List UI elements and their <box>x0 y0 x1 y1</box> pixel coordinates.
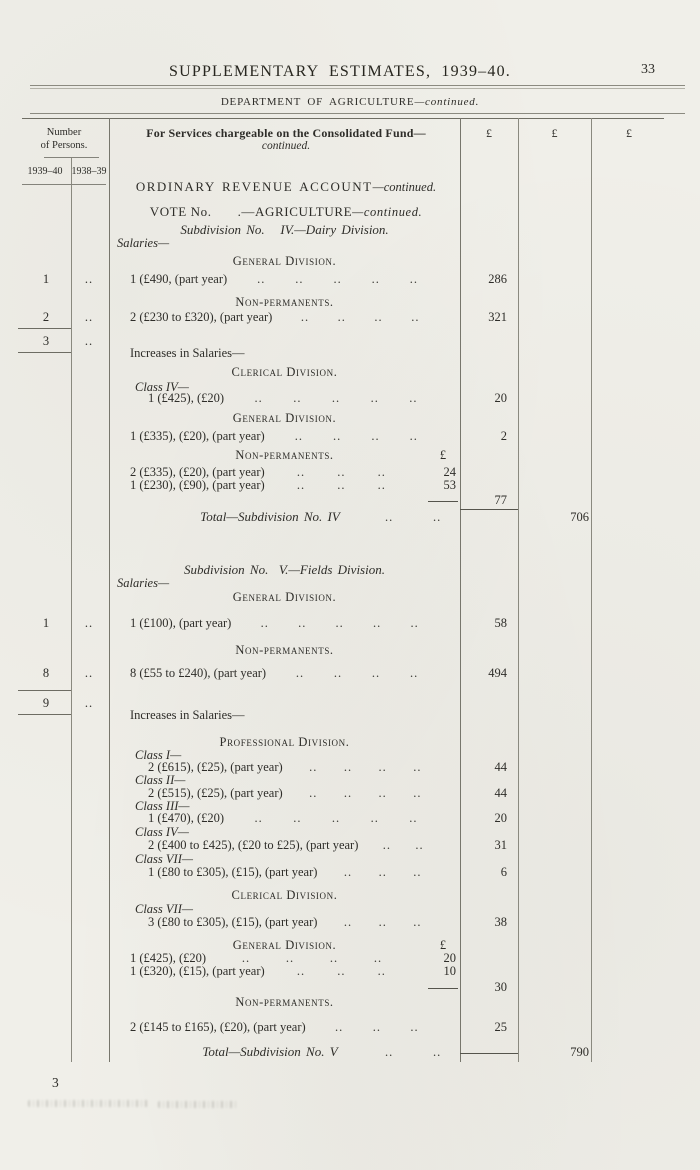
amount-col2-cell: 706 <box>570 510 589 524</box>
dot-pair: .. <box>385 510 394 524</box>
department-heading <box>0 96 700 108</box>
year-column-1939-40: 1939–40 <box>27 166 63 177</box>
inner-amount-cell: 20 <box>443 951 456 965</box>
table-row-total <box>0 510 700 524</box>
table-top-border <box>22 118 664 119</box>
dot-pair: .. <box>337 478 346 492</box>
dot-pair: .. <box>410 616 419 630</box>
dot-pair: .. <box>377 478 386 492</box>
description-text: 1 (£490, (part year) <box>130 272 228 286</box>
persons-1939-40-cell: 1 <box>42 616 50 630</box>
dot-pair: .. <box>300 310 310 324</box>
total-label: Total—Subdivision No. V <box>202 1044 338 1059</box>
description-cell <box>130 429 448 443</box>
dot-leaders <box>306 1020 448 1034</box>
amount-col1-cell: 494 <box>488 666 507 680</box>
table-row-item <box>0 429 700 443</box>
dot-pair: .. <box>433 510 442 524</box>
persons-1939-40-cell: 8 <box>42 666 50 680</box>
inner-column-sum-rule <box>428 988 458 989</box>
table-row-left-roman <box>0 346 700 360</box>
dot-pair: .. <box>378 865 387 879</box>
pound-header-col2: £ <box>551 126 558 140</box>
description-text: 1 (£320), (£15), (part year) <box>130 964 265 978</box>
ordinary-revenue-continued: —continued. <box>372 180 437 194</box>
dot-pair: .. <box>413 865 422 879</box>
description-cell <box>130 964 418 978</box>
table-row-item <box>0 310 700 324</box>
dot-pair: .. <box>293 811 302 825</box>
dot-pair: .. <box>337 964 346 978</box>
dot-pair: .. <box>370 391 379 405</box>
amount-col1-cell: 2 <box>500 429 507 443</box>
dot-pair: .. <box>343 760 353 774</box>
class-label: Class VII— <box>135 852 193 866</box>
amount-col1-cell: 38 <box>494 915 507 929</box>
description-cell <box>130 465 418 479</box>
dot-pair: .. <box>409 429 418 443</box>
amount-col1-cell: 31 <box>494 838 507 852</box>
section-label: Increases in Salaries— <box>130 708 245 722</box>
dot-pair: .. <box>241 951 251 965</box>
persons-1938-39-cell: .. <box>84 334 94 348</box>
dot-leaders <box>265 465 418 479</box>
dot-pair: .. <box>295 666 305 680</box>
dot-pair: .. <box>371 666 381 680</box>
table-row-subdiv <box>0 563 700 577</box>
table-row-item <box>0 391 700 405</box>
description-text: 8 (£55 to £240), (part year) <box>130 666 267 680</box>
dot-leaders <box>283 760 448 774</box>
dot-leaders <box>272 310 448 324</box>
table-row-innerdash <box>0 493 700 507</box>
dot-pair: .. <box>415 838 424 852</box>
dot-pair: .. <box>378 786 387 800</box>
dot-pair: .. <box>385 1045 394 1059</box>
persons-title-line1: Number <box>46 127 82 138</box>
dot-pair: .. <box>331 811 341 825</box>
persons-1939-40-cell: 9 <box>42 696 50 710</box>
table-row-left-roman <box>0 708 700 722</box>
section-label: Increases in Salaries— <box>130 346 245 360</box>
description-text: 2 (£145 to £165), (£20), (part year) <box>130 1020 306 1034</box>
class-label: Class III— <box>135 799 190 813</box>
dot-leaders <box>231 616 448 630</box>
total-label: Total—Subdivision No. IV <box>200 509 340 524</box>
table-row-item <box>0 478 700 492</box>
dot-pair: .. <box>433 1045 442 1059</box>
description-text: 3 (£80 to £305), (£15), (part year) <box>148 915 318 929</box>
dot-pair: .. <box>370 811 379 825</box>
dot-pair: .. <box>378 915 387 929</box>
ordinary-revenue-caps: ORDINARY REVENUE ACCOUNT <box>135 179 373 194</box>
dot-pair: .. <box>413 915 422 929</box>
dot-pair: .. <box>377 964 386 978</box>
showthrough-smudge-2 <box>158 1101 238 1108</box>
dot-pair: .. <box>293 391 302 405</box>
dot-leaders <box>283 786 448 800</box>
division-heading: General Division. <box>232 938 337 952</box>
description-text: 1 (£80 to £305), (£15), (part year) <box>148 865 318 879</box>
table-row-item <box>0 838 700 852</box>
class-label: Class IV— <box>135 380 189 394</box>
division-heading: Professional Division. <box>219 735 350 749</box>
dot-pair: .. <box>373 951 383 965</box>
amount-col2-cell: 790 <box>570 1045 589 1059</box>
dot-pair: .. <box>298 616 307 630</box>
dot-pair: .. <box>260 616 269 630</box>
persons-1939-40-cell: 1 <box>42 272 50 286</box>
description-text: 2 (£335), (£20), (part year) <box>130 465 265 479</box>
amount-col1-cell: 44 <box>494 760 507 774</box>
inner-amount-cell: 10 <box>443 964 456 978</box>
table-row-item <box>0 1020 700 1034</box>
dot-pair: .. <box>343 915 353 929</box>
persons-1938-39-cell: .. <box>84 310 94 324</box>
class-label: Class IV— <box>135 825 189 839</box>
dot-pair: .. <box>409 272 419 286</box>
table-row-div <box>0 448 700 462</box>
description-cell <box>148 786 448 800</box>
services-heading-line1: For Services chargeable on the Consolidated Fund— <box>146 126 426 140</box>
amount-col1-cell: 30 <box>494 980 507 994</box>
dot-pair: .. <box>413 786 422 800</box>
vote-continued: —continued. <box>352 205 423 219</box>
amount-col1-cell: 25 <box>494 1020 507 1034</box>
dot-pair: .. <box>377 465 386 479</box>
dot-leaders <box>224 811 448 825</box>
dot-pair: .. <box>254 391 263 405</box>
dot-pair: .. <box>294 429 303 443</box>
vote-number-label: VOTE No. <box>149 204 212 219</box>
table-row-total <box>0 1045 700 1059</box>
table-row-class <box>0 902 700 916</box>
table-row-item <box>0 951 700 965</box>
dot-pair: .. <box>333 272 342 286</box>
dot-pair: .. <box>343 786 353 800</box>
table-row-item <box>0 964 700 978</box>
description-cell <box>130 616 448 630</box>
description-text: 1 (£470), (£20) <box>148 811 225 825</box>
table-row-item <box>0 616 700 630</box>
subdivision-heading: Subdivision No. IV.—Dairy Division. <box>180 222 389 237</box>
table-row-item <box>0 865 700 879</box>
vote-agriculture: .—AGRICULTURE <box>237 204 353 219</box>
dot-pair: .. <box>337 310 346 324</box>
description-cell <box>148 915 448 929</box>
table-row-div <box>0 590 700 604</box>
class-label: Class VII— <box>135 902 193 916</box>
dot-pair: .. <box>335 1020 344 1034</box>
dot-pair: .. <box>333 429 342 443</box>
dot-leaders <box>265 478 418 492</box>
dot-pair: .. <box>309 760 318 774</box>
division-heading: Clerical Division. <box>231 365 338 379</box>
dot-leaders <box>206 951 418 965</box>
inner-pound-header: £ <box>439 448 447 462</box>
dot-leaders <box>266 666 448 680</box>
vote-heading <box>112 204 460 220</box>
dot-pair: .. <box>335 616 344 630</box>
inner-amount-cell: 53 <box>443 478 456 492</box>
table-row-div <box>0 254 700 268</box>
persons-1938-39-cell: .. <box>84 696 94 710</box>
table-row-innerdash <box>0 980 700 994</box>
page-title: SUPPLEMENTARY ESTIMATES, 1939–40. <box>169 63 511 80</box>
dot-leaders <box>317 915 448 929</box>
table-row-div <box>0 938 700 952</box>
division-heading: Non-permanents. <box>235 995 334 1009</box>
persons-1939-40-cell: 2 <box>42 310 50 324</box>
dot-pair: .. <box>409 666 419 680</box>
dot-pair: .. <box>410 1020 419 1034</box>
persons-1938-39-cell: .. <box>84 272 94 286</box>
table-row-div <box>0 735 700 749</box>
dot-pair: .. <box>331 391 341 405</box>
amount-col1-cell: 321 <box>488 310 507 324</box>
description-cell <box>148 760 448 774</box>
persons-header-rule <box>44 157 99 158</box>
persons-1939-40-cell: 3 <box>42 334 50 348</box>
description-cell <box>148 811 448 825</box>
head-rule-top-2 <box>30 88 685 89</box>
amount-col1-cell: 58 <box>494 616 507 630</box>
description-cell <box>148 865 448 879</box>
subdivision-heading: Subdivision No. V.—Fields Division. <box>184 562 385 577</box>
description-cell <box>130 951 418 965</box>
dot-pair: .. <box>371 429 380 443</box>
dot-pair: .. <box>411 310 420 324</box>
division-heading: Non-permanents. <box>235 643 334 657</box>
dot-leaders <box>358 838 448 852</box>
dot-leaders <box>224 391 448 405</box>
inner-pound-header: £ <box>439 938 447 952</box>
dot-pair: .. <box>257 272 266 286</box>
amount-col1-cell: 286 <box>488 272 507 286</box>
division-heading: General Division. <box>232 590 337 604</box>
dot-leaders <box>265 964 418 978</box>
dot-pair: .. <box>409 811 418 825</box>
description-text: 2 (£515), (£25), (part year) <box>148 786 283 800</box>
year-column-1938-39: 1938–39 <box>71 166 107 177</box>
table-row-item <box>0 465 700 479</box>
table-row-subdiv <box>0 223 700 237</box>
persons-column-header <box>22 126 106 152</box>
dot-leaders <box>265 429 448 443</box>
description-text: 1 (£425), (£20) <box>130 951 207 965</box>
description-cell <box>130 666 448 680</box>
dot-pair: .. <box>333 666 343 680</box>
table-row-left-italic <box>0 576 700 590</box>
table-row-item <box>0 915 700 929</box>
persons-title-line2: of Persons. <box>40 140 88 151</box>
description-text: 2 (£400 to £425), (£20 to £25), (part year) <box>148 838 359 852</box>
table-row-div <box>0 295 700 309</box>
section-label: Salaries— <box>117 236 170 250</box>
description-text: 1 (£335), (£20), (part year) <box>130 429 265 443</box>
department-continued: —continued. <box>414 96 480 108</box>
class-label: Class I— <box>135 748 182 762</box>
persons-1938-39-cell: .. <box>84 666 94 680</box>
description-cell <box>130 1020 448 1034</box>
dot-pair: .. <box>343 865 353 879</box>
description-cell <box>130 272 448 286</box>
dot-pair: .. <box>337 465 346 479</box>
division-heading: General Division. <box>232 411 337 425</box>
division-heading: Non-permanents. <box>235 448 334 462</box>
table-row-item <box>0 666 700 680</box>
description-cell <box>148 838 448 852</box>
section-label: Salaries— <box>117 576 170 590</box>
table-row-div <box>0 411 700 425</box>
footer-signature-mark: 3 <box>52 1075 59 1090</box>
description-text: 2 (£230 to £320), (part year) <box>130 310 273 324</box>
page-number: 33 <box>641 62 655 77</box>
table-row-div <box>0 643 700 657</box>
amount-col1-cell: 20 <box>494 811 507 825</box>
department-name: DEPARTMENT OF AGRICULTURE <box>220 96 415 108</box>
head-rule-bottom <box>30 113 685 114</box>
amount-col1-cell: 20 <box>494 391 507 405</box>
head-rule-top <box>30 85 685 86</box>
amount-col1-cell: 6 <box>500 865 507 879</box>
division-heading: Clerical Division. <box>231 888 338 902</box>
table-row-div <box>0 888 700 902</box>
description-cell <box>130 310 448 324</box>
table-row-item <box>0 272 700 286</box>
dot-pair: .. <box>329 951 339 965</box>
description-text: 1 (£230), (£90), (part year) <box>130 478 265 492</box>
dot-pair: .. <box>296 465 306 479</box>
dot-pair: .. <box>374 310 383 324</box>
persons-1938-39-cell: .. <box>84 616 94 630</box>
amount-col1-cell: 77 <box>494 493 507 507</box>
table-row-class <box>0 825 700 839</box>
table-row-item <box>0 786 700 800</box>
division-heading: General Division. <box>232 254 337 268</box>
table-row-left-italic <box>0 236 700 250</box>
services-heading-line2: continued. <box>261 140 311 152</box>
description-text: 1 (£100), (part year) <box>130 616 232 630</box>
table-row-item <box>0 760 700 774</box>
dot-pair: .. <box>254 811 263 825</box>
dot-leaders <box>317 865 448 879</box>
dot-pair: .. <box>295 272 304 286</box>
dot-pair: .. <box>285 951 295 965</box>
division-heading: Non-permanents. <box>235 295 334 309</box>
table-row-class <box>0 852 700 866</box>
inner-amount-cell: 24 <box>443 465 456 479</box>
dot-pair: .. <box>378 760 387 774</box>
table-row-item <box>0 811 700 825</box>
class-label: Class II— <box>135 773 186 787</box>
table-row-div <box>0 365 700 379</box>
dot-pair: .. <box>413 760 422 774</box>
dot-pair: .. <box>409 391 418 405</box>
inner-column-sum-rule <box>428 501 458 502</box>
dot-pair: .. <box>296 478 306 492</box>
description-cell <box>130 478 418 492</box>
amount-col1-cell: 44 <box>494 786 507 800</box>
dot-leaders <box>227 272 448 286</box>
showthrough-smudge-1 <box>28 1100 148 1107</box>
dot-pair: .. <box>382 838 391 852</box>
pound-header-col3: £ <box>626 126 632 140</box>
description-text: 1 (£425), (£20) <box>148 391 225 405</box>
description-cell <box>148 391 448 405</box>
dot-pair: .. <box>373 616 382 630</box>
dot-pair: .. <box>372 1020 381 1034</box>
table-row-class <box>0 773 700 787</box>
description-text: 2 (£615), (£25), (part year) <box>148 760 283 774</box>
dot-pair: .. <box>309 786 318 800</box>
table-row-div <box>0 995 700 1009</box>
dot-pair: .. <box>296 964 306 978</box>
years-header-rule <box>22 184 106 185</box>
pound-header-col1: £ <box>486 126 492 140</box>
ordinary-revenue-heading <box>112 178 460 196</box>
dot-pair: .. <box>371 272 380 286</box>
